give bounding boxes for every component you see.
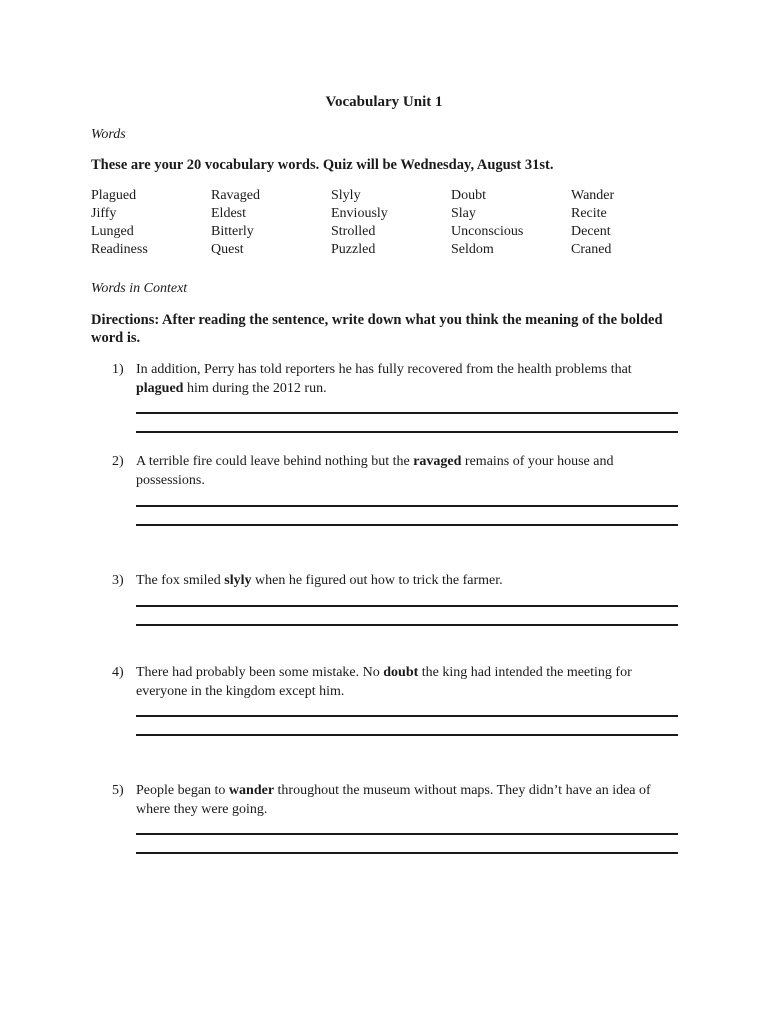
directions-text: Directions: After reading the sentence, write down what you think the meaning of the bolded word is. bbox=[91, 312, 663, 346]
question-number: 3) bbox=[112, 573, 124, 588]
vocab-word: Quest bbox=[211, 242, 244, 257]
vocab-word: Slay bbox=[451, 206, 476, 221]
vocab-word: Strolled bbox=[331, 224, 376, 239]
vocab-word: Ravaged bbox=[211, 188, 260, 203]
question-text: People began to wander throughout the museum without maps. They didn’t have an idea of where they were going. bbox=[136, 783, 651, 817]
bolded-word: doubt bbox=[383, 665, 419, 680]
bolded-word: wander bbox=[228, 783, 275, 798]
vocab-word: Recite bbox=[571, 206, 607, 221]
vocab-word: Plagued bbox=[91, 188, 137, 203]
bolded-word: ravaged bbox=[413, 454, 462, 469]
answer-line[interactable] bbox=[136, 852, 678, 854]
page-title: Vocabulary Unit 1 bbox=[325, 94, 443, 110]
vocab-word: Puzzled bbox=[331, 242, 376, 257]
question-text: A terrible fire could leave behind nothing but the ravaged remains of your house and possessions. bbox=[136, 454, 614, 488]
vocab-word: Eldest bbox=[211, 206, 246, 221]
vocabulary-word-grid bbox=[91, 187, 691, 259]
question-number: 4) bbox=[112, 665, 124, 680]
bolded-word: plagued bbox=[136, 381, 184, 396]
vocab-word: Craned bbox=[571, 242, 612, 257]
context-section-label: Words in Context bbox=[91, 281, 188, 296]
answer-line[interactable] bbox=[136, 734, 678, 736]
bolded-word: slyly bbox=[224, 573, 252, 588]
vocab-word: Seldom bbox=[451, 242, 494, 257]
vocab-word: Lunged bbox=[91, 224, 134, 239]
answer-line[interactable] bbox=[136, 505, 678, 507]
answer-line[interactable] bbox=[136, 715, 678, 717]
question-text: The fox smiled slyly when he figured out how to trick the farmer. bbox=[136, 573, 503, 588]
question-number: 2) bbox=[112, 454, 124, 469]
intro-text: These are your 20 vocabulary words. Quiz will be Wednesday, August 31st. bbox=[91, 157, 554, 173]
vocab-word: Unconscious bbox=[451, 224, 524, 239]
answer-line[interactable] bbox=[136, 412, 678, 414]
answer-line[interactable] bbox=[136, 431, 678, 433]
words-section-label: Words bbox=[91, 127, 126, 142]
vocab-word: Jiffy bbox=[91, 206, 117, 221]
question-text: In addition, Perry has told reporters he has fully recovered from the health problems that plagued him during the 2012 run. bbox=[136, 362, 632, 396]
vocab-word: Wander bbox=[571, 188, 615, 203]
vocab-word: Enviously bbox=[331, 206, 388, 221]
vocab-word: Readiness bbox=[91, 242, 148, 257]
vocab-word: Slyly bbox=[331, 188, 361, 203]
question-text: There had probably been some mistake. No doubt the king had intended the meeting for everyone in the kingdom except him. bbox=[136, 665, 632, 699]
vocab-word: Decent bbox=[571, 224, 611, 239]
vocab-word: Bitterly bbox=[211, 224, 254, 239]
answer-line[interactable] bbox=[136, 624, 678, 626]
question-number: 5) bbox=[112, 783, 124, 798]
answer-line[interactable] bbox=[136, 833, 678, 835]
vocab-word: Doubt bbox=[451, 188, 486, 203]
question-number: 1) bbox=[112, 362, 124, 377]
answer-line[interactable] bbox=[136, 605, 678, 607]
answer-line[interactable] bbox=[136, 524, 678, 526]
